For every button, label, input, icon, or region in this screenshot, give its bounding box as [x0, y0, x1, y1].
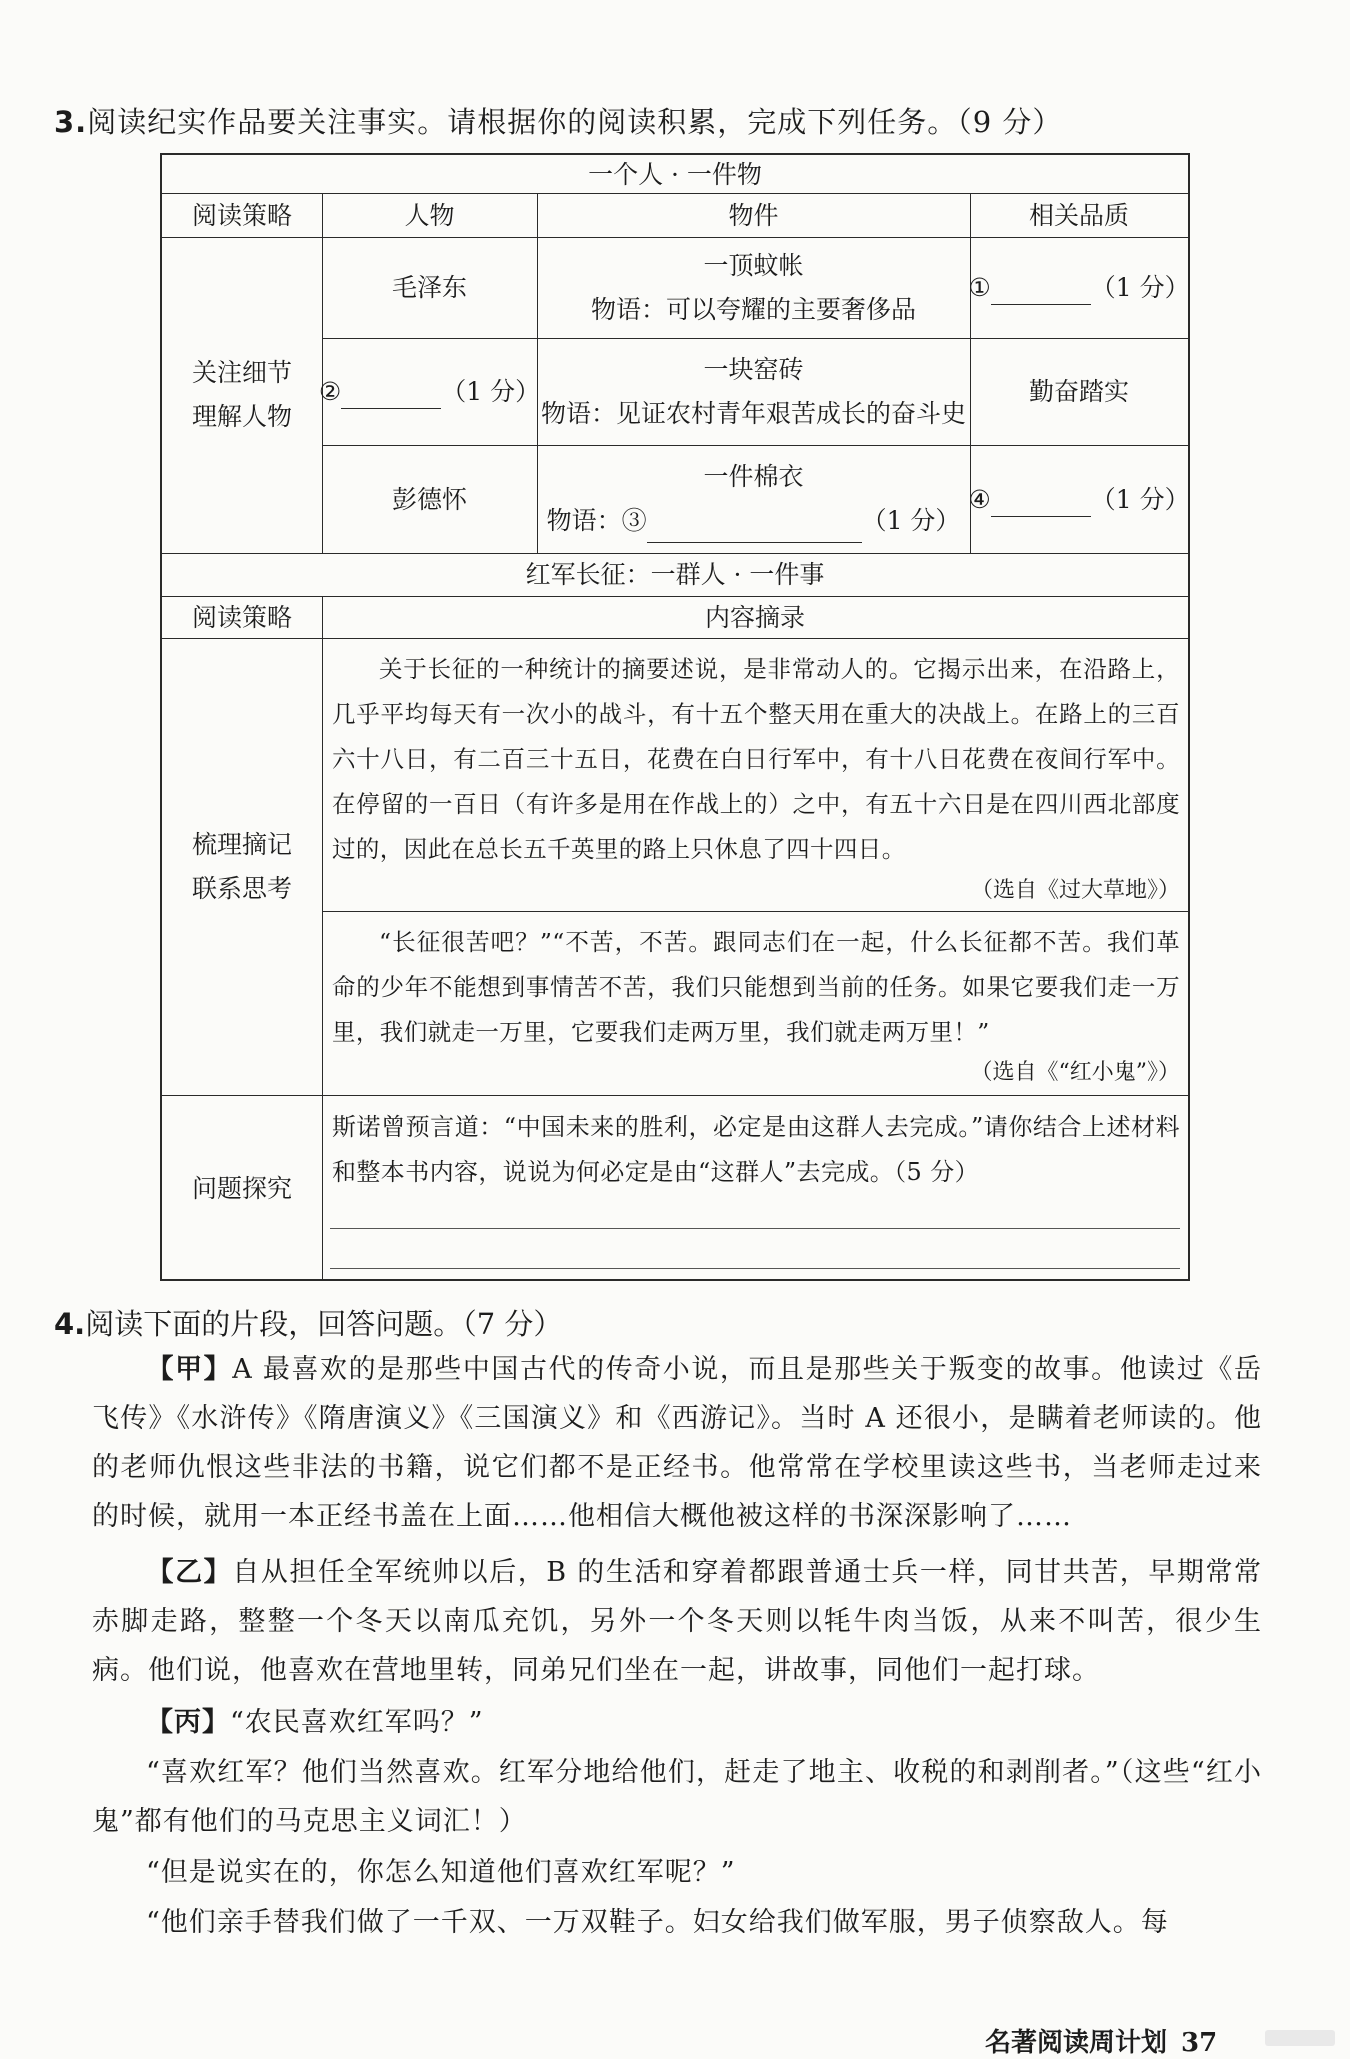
- excerpt-grassland: 关于长征的一种统计的摘要述说，是非常动人的。它揭示出来，在沿路上，几乎平均每天有一次小的战斗，有十五个整天用在重大的决战上。在路上的三百六十八日，有二百三十五日，花费在白日行军中，有十八日花费在夜间行军中。在停留的一百日（有许多是用在作战上的）之中，有五十六日是在四川西北部度过的，因此在总长五千英里的路上只休息了四十四日。: [332, 655, 1180, 863]
- answer-line[interactable]: [330, 1268, 1180, 1269]
- passage-yi: 【乙】自从担任全军统帅以后，B 的生活和穿着都跟普通士兵一样，同甘共苦，早期常常赤脚走路，整整一个冬天以南瓜充饥，另外一个冬天则以牦牛肉当饭，从来不叫苦，很少生病。他们说，他喜欢在营地里转，同弟兄们坐在一起，讲故事，同他们一起打球。: [92, 1557, 1262, 1686]
- question-3-title: [54, 100, 1062, 141]
- question-4-title: [54, 1302, 562, 1343]
- passage-tag: 【乙】: [146, 1557, 233, 1588]
- story-blank-3[interactable]: [647, 516, 862, 543]
- person-cell: 毛泽东: [391, 273, 467, 302]
- person-cell: 彭德怀: [391, 484, 467, 514]
- question-number: 4.: [54, 1307, 86, 1341]
- passage-jia: 【甲】A 最喜欢的是那些中国古代的传奇小说，而且是那些关于叛变的故事。他读过《岳飞传》《水浒传》《隋唐演义》《三国演义》和《西游记》。当时 A 还很小，是瞒着老师读的。他的老师仇恨这些非法的书籍，说它们都不是正经书。他常常在学校里读这些书，当老师走过来的时候，就用一本正经书盖在上面……他相信大概他被这样的书深深影响了……: [92, 1354, 1262, 1532]
- passage-bing-2: “喜欢红军？他们当然喜欢。红军分地给他们，赶走了地主、收税的和剥削者。”（这些“红小鬼”都有他们的马克思主义词汇！）: [92, 1757, 1262, 1837]
- passage-bing-1: 【丙】“农民喜欢红军吗？”: [146, 1707, 484, 1738]
- passage-bing-4: “他们亲手替我们做了一千双、一万双鞋子。妇女给我们做军服，男子侦察敌人。每: [146, 1907, 1169, 1938]
- excerpt-source: （选自《过大草地》）: [970, 878, 1180, 903]
- footer-watermark: [1265, 2030, 1335, 2046]
- excerpt-source: （选自《“红小鬼”》）: [970, 1060, 1180, 1085]
- header-quality: 相关品质: [1028, 200, 1129, 230]
- strategy-sort-notes: 梳理摘记 联系思考: [191, 829, 292, 903]
- excerpt-little-red-devil: “长征很苦吧？”“不苦，不苦。跟同志们在一起，什么长征都不苦。我们革命的少年不能想到事情苦不苦，我们只能想到当前的任务。如果它要我们走一万里，我们就走一万里，它要我们走两万里，我们就走两万里！”: [332, 928, 1180, 1046]
- header-excerpt: 内容摘录: [704, 602, 805, 632]
- reading-table: [160, 153, 1190, 1281]
- table2-title: 红军长征：一群人 · 一件事: [525, 560, 825, 589]
- passage-tag: 【甲】: [146, 1354, 233, 1385]
- item-cell: 一顶蚊帐 物语：可以夸耀的主要奢侈品: [590, 250, 916, 324]
- item-cell: 一件棉衣 物语：③ （1 分）: [537, 445, 970, 553]
- question-text: 阅读纪实作品要关注事实。请根据你的阅读积累，完成下列任务。（9 分）: [87, 105, 1063, 139]
- passage-tag: 【丙】: [146, 1707, 230, 1738]
- inquiry-label: 问题探究: [191, 1173, 292, 1203]
- header-strategy: 阅读策略: [191, 200, 292, 230]
- passage-bing-3: “但是说实在的，你怎么知道他们喜欢红军呢？”: [146, 1857, 736, 1888]
- quality-blank-4[interactable]: ④ （1 分）: [970, 445, 1188, 553]
- header-person: 人物: [404, 200, 455, 230]
- header-item: 物件: [728, 200, 779, 230]
- table1-title: 一个人 · 一件物: [588, 159, 762, 189]
- strategy-focus-details: 关注细节 理解人物: [191, 358, 292, 431]
- quality-blank-1[interactable]: ① （1 分）: [970, 237, 1188, 338]
- question-number: 3.: [54, 105, 88, 139]
- page-footer: [985, 2022, 1217, 2059]
- item-cell: 一块窑砖 物语：见证农村青年艰苦成长的奋斗史: [540, 354, 966, 428]
- inquiry-question: 斯诺曾预言道：“中国未来的胜利，必定是由这群人去完成。”请你结合上述材料和整本书内容，说说为何必定是由“这群人”去完成。（5 分）: [332, 1113, 1180, 1186]
- header-strategy: 阅读策略: [191, 602, 292, 632]
- person-blank-2[interactable]: ② （1 分）: [322, 338, 537, 445]
- book-title: 名著阅读周计划: [985, 2028, 1168, 2058]
- quality-cell: 勤奋踏实: [1028, 377, 1129, 406]
- answer-line[interactable]: [330, 1228, 1180, 1229]
- question-text: 阅读下面的片段，回答问题。（7 分）: [85, 1307, 563, 1341]
- page-number: 37: [1181, 2028, 1218, 2058]
